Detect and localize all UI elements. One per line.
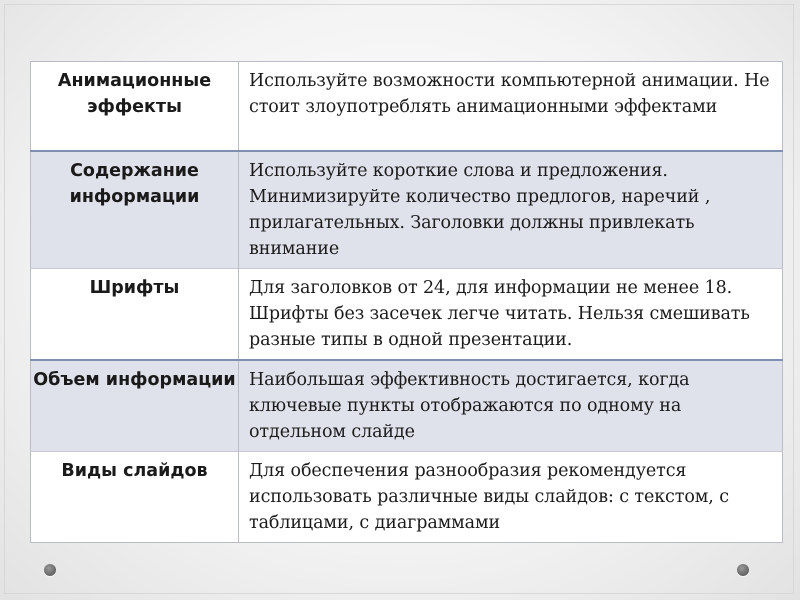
row-heading-slide-types [31, 451, 239, 542]
table-row [31, 62, 783, 151]
row-text: Для заголовков от 24, для информации не менее 18. Шрифты без засечек легче читать. Нельзя смешивать разные типы в одной презентации. [249, 277, 750, 350]
row-text-fonts [239, 268, 783, 360]
row-text: Для обеспечения разнообразия рекомендуется использовать различные виды слайдов: с текстом, с таблицами, с диаграммами [249, 460, 729, 533]
row-heading-label: Объем информации [33, 369, 236, 390]
table-row [31, 151, 783, 269]
row-text-content [239, 151, 783, 269]
row-text-animation [239, 62, 783, 151]
row-heading-label: Шрифты [89, 277, 180, 298]
row-heading-label: Виды слайдов [61, 460, 208, 481]
binder-hole-right [737, 564, 749, 576]
row-heading-label: Содержание информации [69, 160, 200, 207]
row-heading-animation [31, 62, 239, 151]
row-text: Используйте возможности компьютерной анимации. Не стоит злоупотреблять анимационными эффектами [249, 71, 770, 117]
table-row [31, 451, 783, 542]
row-text-slide-types [239, 451, 783, 542]
row-text-volume [239, 360, 783, 452]
binder-hole-left [44, 564, 56, 576]
row-text: Используйте короткие слова и предложения. Минимизируйте количество предлогов, наречий , прилагательных. Заголовки должны привлекать внимание [249, 160, 711, 259]
row-text: Наибольшая эффективность достигается, когда ключевые пункты отображаются по одному на отдельном слайде [249, 369, 690, 442]
row-heading-fonts [31, 268, 239, 360]
info-table [30, 61, 783, 543]
row-heading-label: Анимационные эффекты [57, 71, 212, 117]
row-heading-volume [31, 360, 239, 452]
table-row [31, 268, 783, 360]
table-row [31, 360, 783, 452]
row-heading-content [31, 151, 239, 269]
